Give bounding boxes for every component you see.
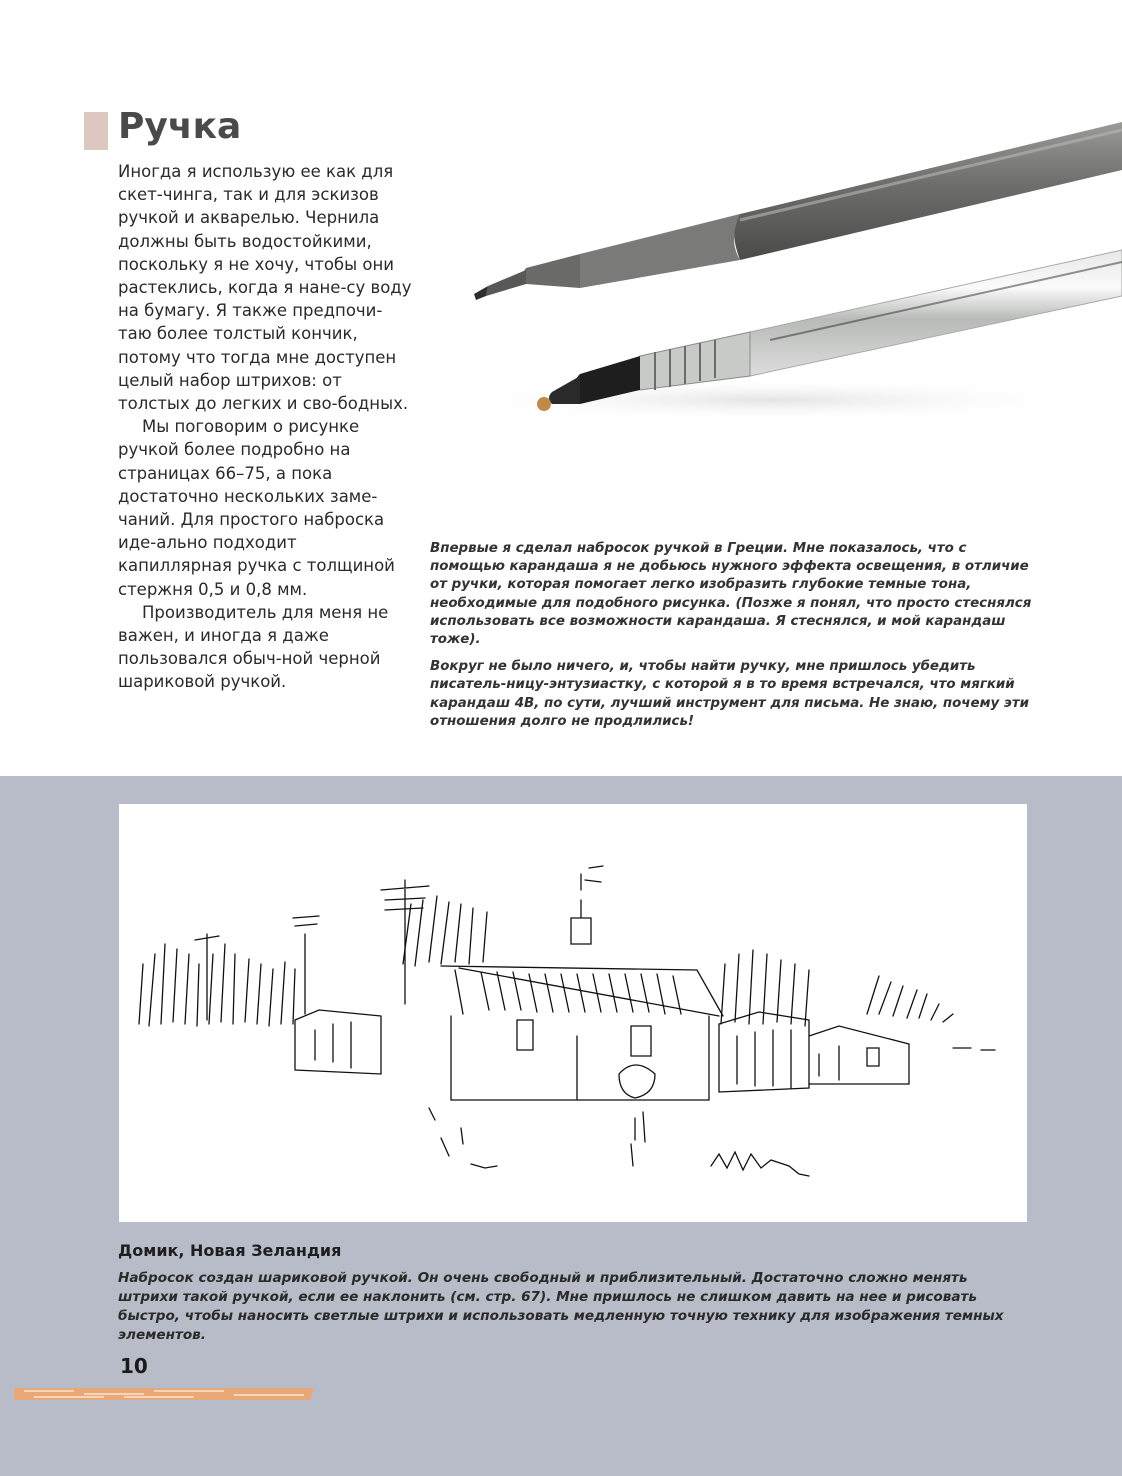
pens-photo — [440, 100, 1122, 430]
body-text — [118, 160, 414, 694]
body-paragraph-2: Мы поговорим о рисунке ручкой более подробно на страницах 66–75, а пока достаточно нескольких заме-чаний. Для простого наброска иде-ально подходит капиллярная ручка с толщиной стержня 0,5 и 0,8 мм. — [118, 417, 395, 599]
sketch-caption: Набросок создан шариковой ручкой. Он очень свободный и приблизительный. Достаточно сложно менять штрихи такой ручкой, если ее наклонить (см. стр. 67). Мне пришлось не слишком давить на нее и рисовать быстро, чтобы наносить светлые штрихи и использовать медленную точную технику для изображения темных элементов. — [118, 1270, 1004, 1343]
body-paragraph-1: Иногда я использую ее как для скет-чинга, так и для эскизов ручкой и акварелью. Чернила должны быть водостойкими, поскольку я не хочу, чтобы они растеклись, когда я нане-су воду на бумагу. Я также предпочи-таю более толстый кончик, потому что тогда мне доступен целый набор штрихов: от толстых до легких и сво-бодных. — [118, 162, 412, 414]
decorative-stripe — [14, 1382, 314, 1404]
pens-caption — [430, 540, 1040, 740]
page-number: 10 — [120, 1354, 148, 1378]
body-paragraph-3: Производитель для меня не важен, и иногда я даже пользовался обыч-ной черной шариковой ручкой. — [118, 602, 389, 692]
pens-caption-paragraph-2: Вокруг не было ничего, и, чтобы найти ручку, мне пришлось убедить писатель-ницу-энтузиастку, с которой я в то время встречался, что мягкий карандаш 4B, по сути, лучший инструмент для письма. Не знаю, почему эти отношения долго не продлились! — [430, 659, 1029, 729]
sketch-title: Домик, Новая Зеландия — [118, 1241, 342, 1260]
pens-caption-paragraph-1: Впервые я сделал набросок ручкой в Греции. Мне показалось, что с помощью карандаша я не добьюсь нужного эффекта освещения, в отличие от ручки, которая помогает легко изобразить глубокие темные тона, необходимые для подобного рисунка. (Позже я понял, что просто стеснялся использовать все возможности карандаша. Я стеснялся, и мой карандаш тоже). — [430, 541, 1032, 648]
section-title: Ручка — [118, 106, 242, 147]
house-sketch — [119, 804, 1027, 1222]
heading-accent-bar — [84, 112, 108, 150]
sketch-drawing — [119, 804, 1027, 1222]
